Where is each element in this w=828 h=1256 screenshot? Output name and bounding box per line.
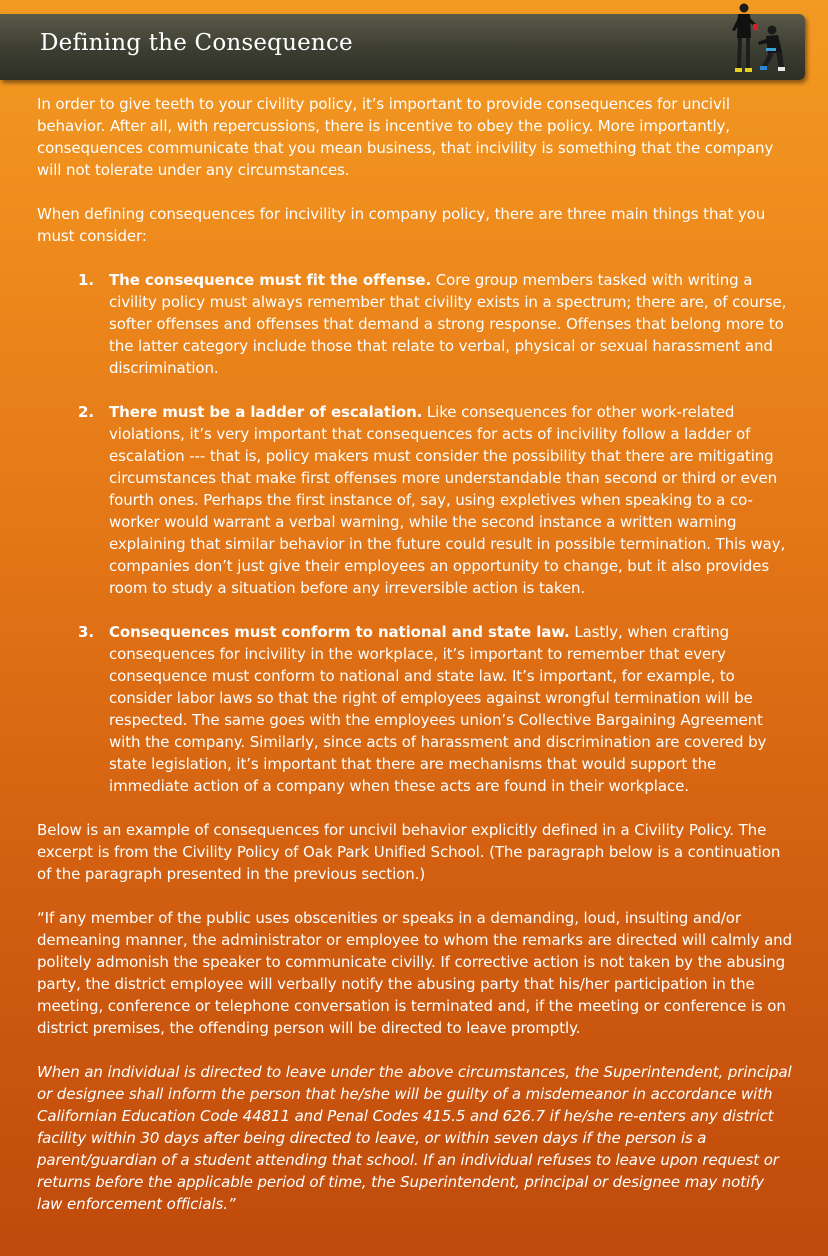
article-body [37,93,793,1237]
list-item-body: Like consequences for other work-related violations, it’s very important that consequences for acts of incivility follow a ladder of escalation --- that is, policy makers must consider the possibility that there are mitigating circumstances that make first offenses more understandable than second or third or even fourth ones. Perhaps the first instance of, say, using expletives when speaking to a co-worker would warrant a verbal warning, while the second instance a written warning explaining that similar behavior in the future could result in possible termination. This way, companies don’t just give their employees an opportunity to change, but it also provides room to study a situation before any irreversible action is taken. [109,403,786,597]
list-item [37,621,793,797]
two-people-conflict-figure-icon [722,0,800,80]
italic-quote-paragraph: When an individual is directed to leave under the above circumstances, the Superintendent, principal or designee shall inform the person that he/she will be guilty of a misdemeanor in accordance with Californian Education Code 44811 and Penal Codes 415.5 and 626.7 if he/she re-enters any district facility within 30 days after being directed to leave, or within seven days if the person is a parent/guardian of a student attending that school. If an individual refuses to leave upon request or returns before the applicable period of time, the Superintendent, principal or designee may notify law enforcement officials.” [37,1063,792,1213]
list-item-number: 3. [78,623,94,641]
quote-paragraph: “If any member of the public uses obscenities or speaks in a demanding, loud, insulting and/or demeaning manner, the administrator or employee to whom the remarks are directed will calmly and politely admonish the speaker to communicate civilly. If corrective action is not taken by the abusing party, the district employee will verbally notify the abusing party that his/her participation in the meeting, conference or telephone conversation is terminated and, if the meeting or conference is on district premises, the offending person will be directed to leave promptly. [37,909,792,1037]
list-item-number: 2. [78,403,94,421]
example-intro-paragraph: Below is an example of consequences for uncivil behavior explicitly defined in a Civility Policy. The excerpt is from the Civility Policy of Oak Park Unified School. (The paragraph below is a continuation of the paragraph presented in the previous section.) [37,821,781,883]
page-title: Defining the Consequence [40,30,353,56]
lead-in-paragraph: When defining consequences for incivility in company policy, there are three main things that you must consider: [37,205,766,245]
intro-paragraph: In order to give teeth to your civility policy, it’s important to provide consequences for uncivil behavior. After all, with repercussions, there is incentive to obey the policy. More importantly, consequences communicate that you mean business, that incivility is something that the company will not tolerate under any circumstances. [37,95,774,179]
list-item-body: Lastly, when crafting consequences for incivility in the workplace, it’s important to remember that every consequence must conform to national and state law. It’s important, for example, to consider labor laws so that the right of employees against wrongful termination will be respected. The same goes with the employees union’s Collective Bargaining Agreement with the company. Similarly, since acts of harassment and discrimination are covered by state legislation, it’s important that there are mechanisms that would support the immediate action of a company when these acts are found in their workplace. [109,623,767,795]
list-item-body: Core group members tasked with writing a civility policy must always remember that civility exists in a spectrum; there are, of course, softer offenses and offenses that demand a strong response. Offenses that belong more to the latter category include those that relate to verbal, physical or sexual harassment and discrimination. [109,271,787,377]
consequence-list [37,269,793,797]
list-item [37,401,793,599]
list-item-heading: There must be a ladder of escalation. [109,403,423,421]
list-item-number: 1. [78,271,94,289]
title-banner [0,14,805,80]
list-item-heading: The consequence must fit the offense. [109,271,432,289]
list-item-heading: Consequences must conform to national and state law. [109,623,570,641]
list-item [37,269,793,379]
